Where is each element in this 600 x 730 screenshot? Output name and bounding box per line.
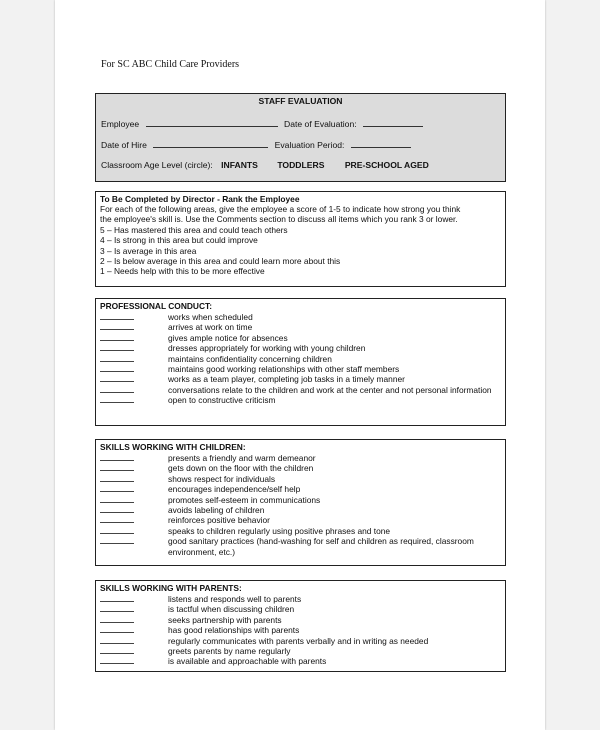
list-item: encourages independence/self help [100,484,499,494]
list-item: works as a team player, completing job tasks in a timely manner [100,374,499,384]
score-field[interactable] [100,505,134,513]
children-list [100,453,499,557]
conduct-list [100,312,499,406]
score-field[interactable] [100,312,134,320]
score-field[interactable] [100,374,134,382]
score-field[interactable] [100,322,134,330]
date-of-evaluation-field[interactable] [363,118,423,127]
parents-title: SKILLS WORKING WITH PARENTS: [100,583,242,593]
score-field[interactable] [100,343,134,351]
score-field[interactable] [100,515,134,523]
score-field[interactable] [100,625,134,633]
date-of-hire-field[interactable] [153,139,268,148]
score-field[interactable] [100,604,134,612]
director-line: the employee's skill is. Use the Comments section to discuss all items which you rank 3 or lower. [100,214,458,225]
list-item: regularly communicates with parents verbally and in writing as needed [100,636,499,646]
employee-row [101,118,500,129]
director-line: 5 – Has mastered this area and could teach others [100,224,288,235]
list-item: greets parents by name regularly [100,646,499,656]
score-field[interactable] [100,594,134,602]
list-item: avoids labeling of children [100,505,499,515]
score-field[interactable] [100,536,134,544]
director-line: For each of the following areas, give the employee a score of 1-5 to indicate how strong you think [100,204,461,214]
list-item: reinforces positive behavior [100,515,499,525]
age-option-toddlers[interactable]: TODDLERS [277,160,325,170]
director-text [100,204,499,277]
list-item: shows respect for individuals [100,474,499,484]
director-line: 1 – Needs help with this to be more effective [100,266,265,277]
list-item: works when scheduled [100,312,499,322]
list-item: arrives at work on time [100,322,499,332]
list-item: is tactful when discussing children [100,604,499,614]
list-item: good sanitary practices (hand-washing for self and children as required, classroom environment, etc.) [100,536,499,557]
director-line: 4 – Is strong in this area but could improve [100,235,258,246]
date-of-hire-label: Date of Hire [101,140,147,150]
score-field[interactable] [100,636,134,644]
director-line: 3 – Is average in this area [100,245,197,256]
evaluation-period-field[interactable] [351,139,411,148]
age-level-row [101,160,500,170]
list-item: speaks to children regularly using positive phrases and tone [100,526,499,536]
list-item: is available and approachable with parents [100,656,499,666]
score-field[interactable] [100,364,134,372]
list-item: maintains confidentiality concerning children [100,354,499,364]
director-instructions-box [95,191,506,287]
list-item: listens and responds well to parents [100,594,499,604]
provider-heading: For SC ABC Child Care Providers [101,59,240,70]
score-field[interactable] [100,463,134,471]
employee-field[interactable] [146,118,278,127]
staff-evaluation-box [95,93,506,182]
list-item: gets down on the floor with the children [100,463,499,473]
score-field[interactable] [100,484,134,492]
age-level-label: Classroom Age Level (circle): [101,160,213,170]
list-item: gives ample notice for absences [100,333,499,343]
score-field[interactable] [100,395,134,403]
score-field[interactable] [100,615,134,623]
director-line: 2 – Is below average in this area and could learn more about this [100,256,341,267]
score-field[interactable] [100,354,134,362]
skills-parents-box [95,580,506,672]
employee-label: Employee [101,119,140,129]
score-field[interactable] [100,385,134,393]
score-field[interactable] [100,453,134,461]
skills-children-box [95,439,506,566]
parents-list [100,594,499,667]
children-title: SKILLS WORKING WITH CHILDREN: [100,442,246,452]
score-field[interactable] [100,656,134,664]
list-item: has good relationships with parents [100,625,499,635]
list-item: promotes self-esteem in communications [100,495,499,505]
score-field[interactable] [100,333,134,341]
score-field[interactable] [100,474,134,482]
list-item: conversations relate to the children and work at the center and not personal information [100,385,499,395]
date-of-evaluation-label: Date of Evaluation: [284,119,357,129]
age-option-preschool[interactable]: PRE-SCHOOL AGED [344,160,429,170]
hire-row [101,139,500,150]
age-option-infants[interactable]: INFANTS [221,160,258,170]
list-item: seeks partnership with parents [100,615,499,625]
list-item: presents a friendly and warm demeanor [100,453,499,463]
evaluation-period-label: Evaluation Period: [274,140,345,150]
score-field[interactable] [100,495,134,503]
director-title: To Be Completed by Director - Rank the Employee [100,194,300,204]
score-field[interactable] [100,526,134,534]
professional-conduct-box [95,298,506,426]
score-field[interactable] [100,646,134,654]
list-item: dresses appropriately for working with young children [100,343,499,353]
staff-evaluation-title: STAFF EVALUATION [258,96,343,106]
conduct-title: PROFESSIONAL CONDUCT: [100,301,212,311]
list-item: maintains good working relationships with other staff members [100,364,499,374]
list-item: open to constructive criticism [100,395,499,405]
